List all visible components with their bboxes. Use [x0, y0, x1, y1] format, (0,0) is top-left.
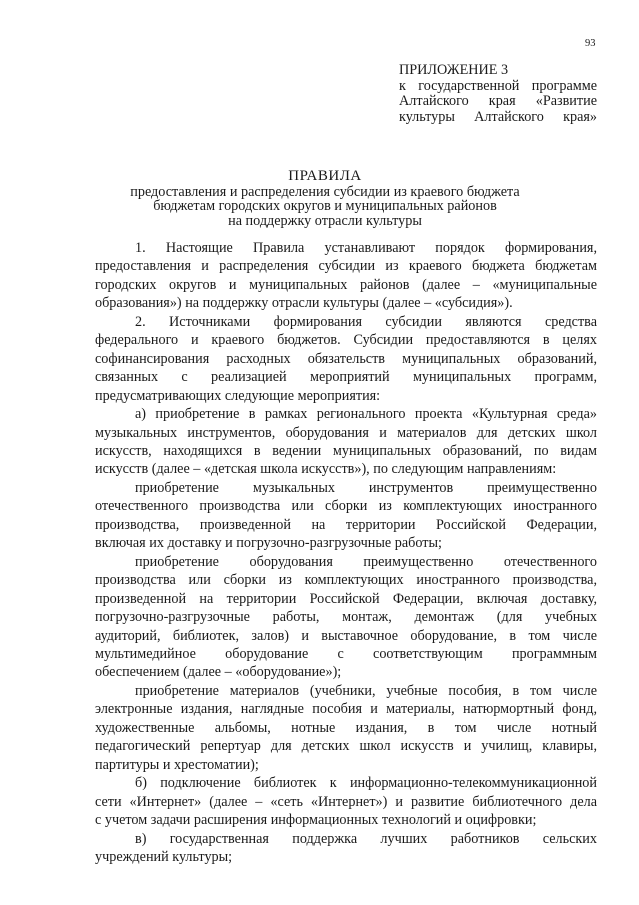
body-text-line: 1. Настоящие Правила устанавливают порядок формирования,: [135, 240, 597, 256]
body-text-line: б) подключение библиотек к информационно-телекоммуникационной: [135, 775, 597, 792]
body-text-line: партитуры и хрестоматии);: [95, 756, 259, 773]
subtitle-line: бюджетам городских округов и муниципальных районов: [153, 198, 497, 215]
document-body: [95, 239, 597, 866]
body-text-line: приобретение материалов (учебники, учебные пособия, в том числе: [135, 682, 597, 699]
body-text-line: аудиторий, библиотек, залов) и выставочное оборудование, в том числе: [95, 627, 597, 644]
body-text-line: электронные издания, наглядные пособия и материалы, натюрмортный фонд,: [95, 701, 597, 718]
body-text-line: с учетом задачи расширения информационных технологий и оцифровки;: [95, 812, 537, 829]
body-text-line: учреждений культуры;: [95, 848, 233, 865]
subtitle-line: предоставления и распределения субсидии из краевого бюджета: [130, 184, 520, 200]
subtitle-line: на поддержку отрасли культуры: [228, 212, 422, 229]
body-text-line: образования») на поддержку отрасли культуры (далее – «субсидия»).: [95, 295, 513, 312]
appendix-title: ПРИЛОЖЕНИЕ 3: [399, 62, 509, 78]
appendix-line: Алтайского края «Развитие: [399, 93, 597, 109]
body-text-line: производства или сборки из комплектующих иностранного производства,: [95, 572, 597, 589]
body-text-line: приобретение музыкальных инструментов преимущественно: [135, 479, 597, 496]
body-text-line: в) государственная поддержка лучших работников сельских: [135, 830, 597, 847]
appendix-header: [399, 63, 597, 125]
appendix-line: к государственной программе: [399, 77, 597, 94]
body-text-line: искусств, находящихся в ведении муниципальных образований, по видам: [95, 442, 597, 459]
document-heading: [90, 168, 560, 228]
body-text-line: искусств (далее – «детская школа искусств»), по следующим направлениям:: [95, 461, 557, 478]
body-text-line: мультимедийное оборудование с соответствующим программным: [95, 645, 597, 662]
document-title: ПРАВИЛА: [288, 168, 362, 184]
body-text-line: произведенной на территории Российской Федерации, включая доставку,: [95, 590, 597, 607]
body-text-line: предусматривающих следующие мероприятия:: [95, 387, 381, 404]
body-text-line: федерального и краевого бюджетов. Субсидии предоставляются в целях: [95, 332, 597, 349]
body-text-line: сети «Интернет» (далее – «сеть «Интернет») и развитие библиотечного дела: [95, 793, 597, 810]
body-text-line: городских округов и муниципальных районов (далее – «муниципальные: [95, 276, 597, 293]
page-number: 93: [585, 38, 596, 49]
body-text-line: предоставления и распределения субсидии из краевого бюджета бюджетам: [95, 258, 597, 275]
body-text-line: включая их доставку и погрузочно-разгрузочные работы;: [95, 535, 442, 552]
body-text-line: связанных с реализацией мероприятий муниципальных программ,: [95, 369, 597, 386]
document-subtitle: [90, 185, 560, 228]
body-text-line: педагогический репертуар для детских школ искусств и училищ, клавиры,: [95, 738, 597, 755]
appendix-line: культуры Алтайского края»: [399, 108, 597, 125]
body-text-line: а) приобретение в рамках регионального проекта «Культурная среда»: [135, 406, 597, 423]
body-text-line: приобретение оборудования преимущественно отечественного: [135, 553, 597, 570]
body-text-line: погрузочно-разгрузочные работы, монтаж, демонтаж (для учебных: [95, 609, 597, 626]
body-text-line: музыкальных инструментов, оборудования и материалов для детских школ: [95, 424, 597, 441]
body-text-line: художественные альбомы, нотные издания, в том числе нотный: [95, 719, 597, 736]
body-text-line: 2. Источниками формирования субсидии являются средства: [135, 313, 597, 330]
body-text-line: отечественного производства или сборки из комплектующих иностранного: [95, 498, 597, 515]
body-text-line: софинансирования расходных обязательств муниципальных образований,: [95, 350, 597, 367]
body-text-line: обеспечением (далее – «оборудование»);: [95, 664, 342, 681]
body-text-line: производства, произведенной на территории Российской Федерации,: [95, 516, 597, 533]
